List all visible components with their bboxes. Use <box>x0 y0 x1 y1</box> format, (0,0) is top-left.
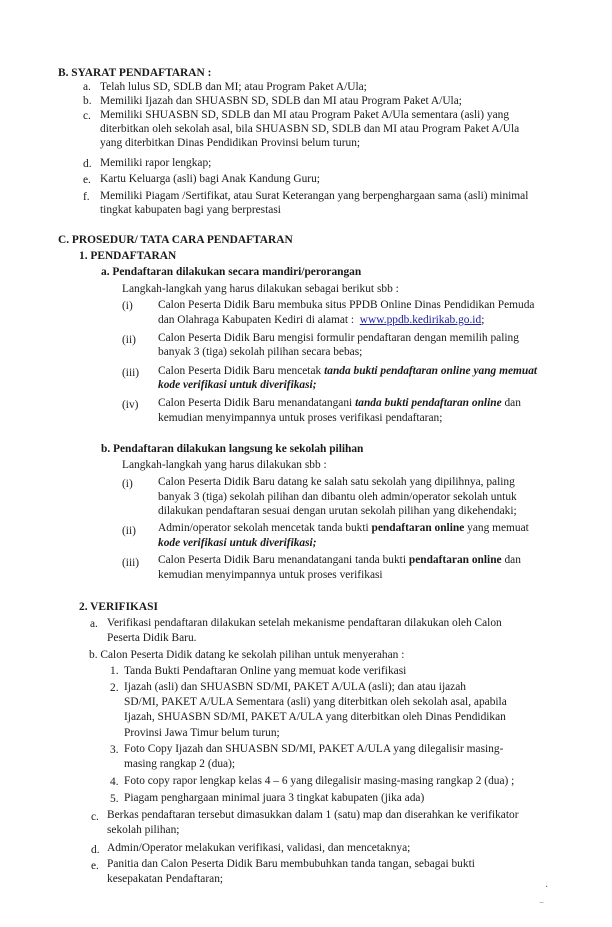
doc-item: Foto Copy Ijazah dan SHUASBN SD/MI, PAKET A/ULA yang dilegalisir masing- <box>124 743 504 755</box>
list-item: tingkat kabupaten bagi yang berprestasi <box>100 204 281 216</box>
list-item: Verifikasi pendaftaran dilakukan setelah mekanisme pendaftaran dilakukan oleh Calon <box>107 617 502 629</box>
list-marker: b. <box>83 95 92 107</box>
step-text-part: Calon Peserta Didik Baru menandatangani <box>158 397 353 409</box>
doc-item: Ijazah (asli) dan SHUASBN SD/MI, PAKET A/ULA (asli); dan atau ijazah <box>124 681 466 693</box>
doc-item: Foto copy rapor lengkap kelas 4 – 6 yang dilegalisir masing-masing rangkap 2 (dua) ; <box>124 775 515 787</box>
mandiri-intro: Langkah-langkah yang harus dilakukan sebagai berikut sbb : <box>122 283 399 295</box>
step-text-emphasis: pendaftaran online <box>408 554 502 566</box>
langsung-heading: b. Pendaftaran dilakukan langsung ke sekolah pilihan <box>101 443 364 455</box>
step-marker: (ii) <box>122 525 136 537</box>
doc-marker: 2. <box>110 682 119 694</box>
step-marker: (i) <box>122 478 133 490</box>
step-text: kemudian menyimpannya untuk proses verifikasi pendaftaran; <box>158 412 443 424</box>
list-item: yang diterbitkan Dinas Pendidikan Provinsi belum turun; <box>100 137 361 149</box>
mandiri-heading: a. Pendaftaran dilakukan secara mandiri/perorangan <box>101 266 362 278</box>
list-item: Telah lulus SD, SDLB dan MI; atau Program Paket A/Ula; <box>100 81 367 93</box>
doc-item: SD/MI, PAKET A/ULA Sementara (asli) yang diterbitkan oleh sekolah asal, apabila <box>124 696 507 708</box>
list-item: sekolah pilihan; <box>107 824 180 836</box>
doc-item: Piagam penghargaan minimal juara 3 tingkat kabupaten (jika ada) <box>124 792 425 804</box>
doc-item: Ijazah, SHUASBN SD/MI, PAKET A/ULA yang diterbitkan oleh Dinas Pendidikan <box>124 711 506 723</box>
section-b-heading: B. SYARAT PENDAFTARAN : <box>58 67 212 79</box>
list-marker: a. <box>83 81 91 93</box>
step-text-part: dan <box>504 554 521 566</box>
list-item: Kartu Keluarga (asli) bagi Anak Kandung Guru; <box>100 173 320 185</box>
step-text <box>158 553 521 567</box>
step-text-part: dan <box>504 397 521 409</box>
list-item: Memiliki Ijazah dan SHUASBN SD, SDLB dan MI atau Program Paket A/Ula; <box>100 95 462 107</box>
list-item: Panitia dan Calon Peserta Didik Baru membubuhkan tanda tangan, sebagai bukti <box>107 858 475 870</box>
step-text-part: Calon Peserta Didik Baru mencetak <box>158 365 322 377</box>
list-marker: e. <box>91 860 99 872</box>
step-text: banyak 3 (tiga) sekolah pilihan dan dibantu oleh admin/operator sekolah untuk <box>158 491 517 503</box>
step-text <box>158 396 521 410</box>
step-text: banyak 3 (tiga) sekolah pilihan secara bebas; <box>158 346 363 358</box>
step-text: Calon Peserta Didik Baru mengisi formulir pendaftaran dengan memilih paling <box>158 332 519 344</box>
step-text-part: Calon Peserta Didik Baru menandatangani tanda bukti <box>158 554 406 566</box>
step-text: dilakukan pendaftaran sesuai dengan urutan sekolah pilihan yang dikehendaki; <box>158 505 517 517</box>
list-marker: e. <box>83 174 91 186</box>
step-text-part: Admin/operator sekolah mencetak tanda bukti <box>158 522 369 534</box>
step-text-emphasis: kode verifikasi untuk diverifikasi; <box>158 379 317 391</box>
doc-marker: 1. <box>110 665 119 677</box>
list-marker: d. <box>91 844 100 856</box>
doc-marker: 3. <box>110 744 119 756</box>
doc-marker: 4. <box>110 776 119 788</box>
list-item: Peserta Didik Baru. <box>107 632 197 644</box>
step-text <box>158 521 529 535</box>
step-text <box>158 364 537 378</box>
verifikasi-heading: 2. VERIFIKASI <box>79 601 158 613</box>
list-item: diterbitkan oleh sekolah asal, bila SHUASBN SD, SDLB dan MI atau Program Paket A/Ula <box>100 123 520 135</box>
langsung-intro: Langkah-langkah yang harus dilakukan sbb : <box>122 459 327 471</box>
list-marker: d. <box>83 158 92 170</box>
step-text-part: ; <box>481 314 485 326</box>
section-c-heading: C. PROSEDUR/ TATA CARA PENDAFTARAN <box>58 234 293 246</box>
list-item: Berkas pendaftaran tersebut dimasukkan dalam 1 (satu) map dan diserahkan ke verifikator <box>107 809 519 821</box>
list-item: Admin/Operator melakukan verifikasi, validasi, dan mencetaknya; <box>107 842 411 854</box>
doc-marker: 5. <box>110 793 119 805</box>
step-marker: (i) <box>122 300 133 312</box>
step-marker: (ii) <box>122 334 136 346</box>
list-item: b. Calon Peserta Didik datang ke sekolah pilihan untuk menyerahan : <box>89 649 405 661</box>
list-marker: c. <box>83 110 91 122</box>
step-text: kemudian menyimpannya untuk proses verifikasi <box>158 569 383 581</box>
step-text-emphasis: tanda bukti pendaftaran online <box>355 397 502 409</box>
doc-item: Tanda Bukti Pendaftaran Online yang memuat kode verifikasi <box>124 665 407 677</box>
list-item: Memiliki rapor lengkap; <box>100 157 212 169</box>
list-item: Memiliki Piagam /Sertifikat, atau Surat Keterangan yang berpenghargaan sama (asli) minimal <box>100 190 529 202</box>
step-text-emphasis: tanda bukti pendaftaran online yang memuat <box>324 365 538 377</box>
pendaftaran-heading: 1. PENDAFTARAN <box>79 250 177 262</box>
list-marker: a. <box>90 618 98 630</box>
step-text: Calon Peserta Didik Baru datang ke salah satu sekolah yang dipilihnya, paling <box>158 476 515 488</box>
ppdb-website-link[interactable]: www.ppdb.kedirikab.go.id <box>359 314 482 326</box>
scan-speck: ‾ <box>540 903 544 914</box>
step-marker: (iii) <box>122 557 140 569</box>
step-text-part: dan Olahraga Kabupaten Kediri di alamat : <box>158 314 355 326</box>
list-item: kesepakatan Pendaftaran; <box>107 873 224 885</box>
list-marker: c. <box>91 811 99 823</box>
step-text <box>158 313 484 327</box>
list-item: Memiliki SHUASBN SD, SDLB dan MI atau Program Paket A/Ula sementara (asli) yang <box>100 109 510 121</box>
step-marker: (iii) <box>122 367 140 379</box>
step-text-emphasis: pendaftaran online <box>371 522 465 534</box>
step-text-part: yang memuat <box>467 522 529 534</box>
step-text-emphasis: kode verifikasi untuk diverifikasi; <box>158 537 317 549</box>
doc-item: Provinsi Jawa Timur belum turun; <box>124 727 280 739</box>
step-marker: (iv) <box>122 399 139 411</box>
scan-speck: · <box>545 882 549 893</box>
step-text: Calon Peserta Didik Baru membuka situs PPDB Online Dinas Pendidikan Pemuda <box>158 299 535 311</box>
list-marker: f. <box>83 191 90 203</box>
doc-item: masing rangkap 2 (dua); <box>124 758 236 770</box>
